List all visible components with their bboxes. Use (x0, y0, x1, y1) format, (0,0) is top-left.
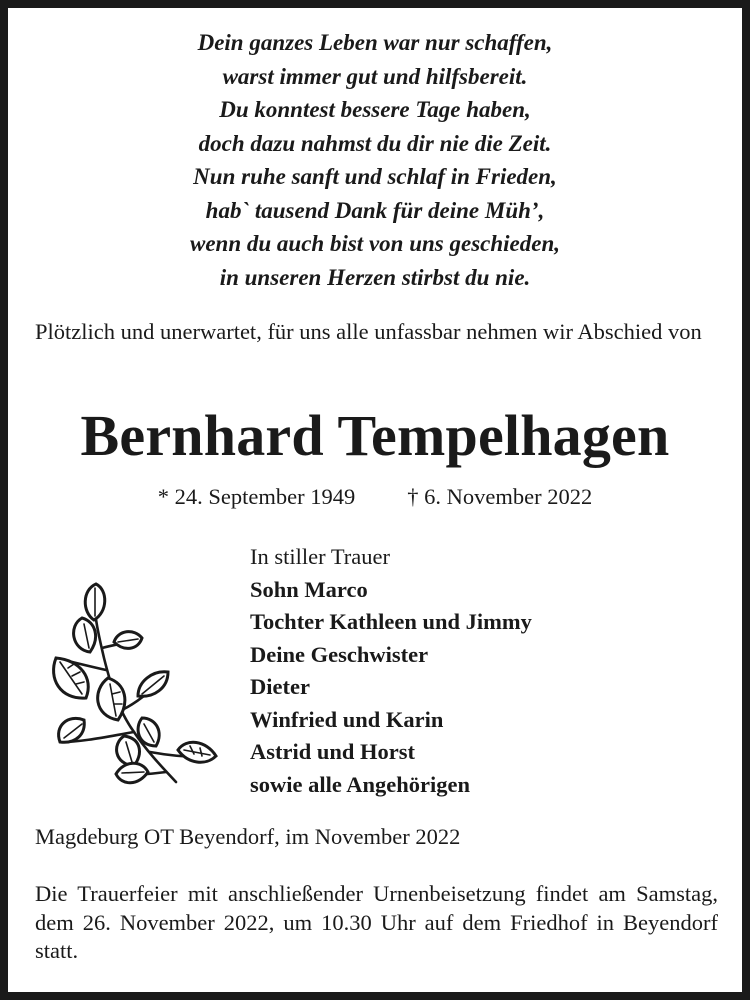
poem-line: Nun ruhe sanft und schlaf in Frieden, (193, 164, 557, 189)
deceased-name: Bernhard Tempelhagen (80, 403, 670, 468)
funeral-details: Die Trauerfeier mit anschließender Urnenbeisetzung findet am Samstag, dem 26. November 2022, um 10.30 Uhr auf dem Friedhof in Beyendorf statt. (35, 881, 718, 963)
death-date: † 6. November 2022 (407, 484, 593, 509)
mourners-heading: In stiller Trauer (250, 544, 390, 569)
mourner-name: Dieter (250, 674, 310, 699)
mourner-name: Deine Geschwister (250, 641, 429, 667)
poem-line: Dein ganzes Leben war nur schaffen, (197, 30, 553, 55)
mourner-name: sowie alle Angehörigen (250, 771, 470, 797)
mourner-name: Sohn Marco (250, 576, 368, 602)
poem-line: in unseren Herzen stirbst du nie. (219, 264, 531, 290)
leaf-branch-icon (38, 560, 233, 792)
poem-line: warst immer gut und hilfsbereit. (222, 63, 528, 89)
birth-date: * 24. September 1949 (157, 484, 356, 509)
life-dates (8, 482, 742, 512)
poem-line: wenn du auch bist von uns geschieden, (190, 231, 560, 256)
intro-text: Plötzlich und unerwartet, für uns alle unfassbar nehmen wir Abschied von (35, 319, 702, 344)
poem-line: Du konntest bessere Tage haben, (219, 97, 531, 122)
place-and-date: Magdeburg OT Beyendorf, im November 2022 (35, 824, 461, 849)
mourner-name: Astrid und Horst (250, 739, 416, 764)
poem-line: doch dazu nahmst du dir nie die Zeit. (198, 130, 552, 156)
mourner-name: Tochter Kathleen und Jimmy (250, 609, 532, 634)
mourners-list (250, 541, 532, 801)
poem-line: hab` tausend Dank für deine Müh’, (205, 197, 545, 223)
memorial-poem (8, 26, 742, 294)
mourner-name: Winfried und Karin (250, 706, 444, 732)
